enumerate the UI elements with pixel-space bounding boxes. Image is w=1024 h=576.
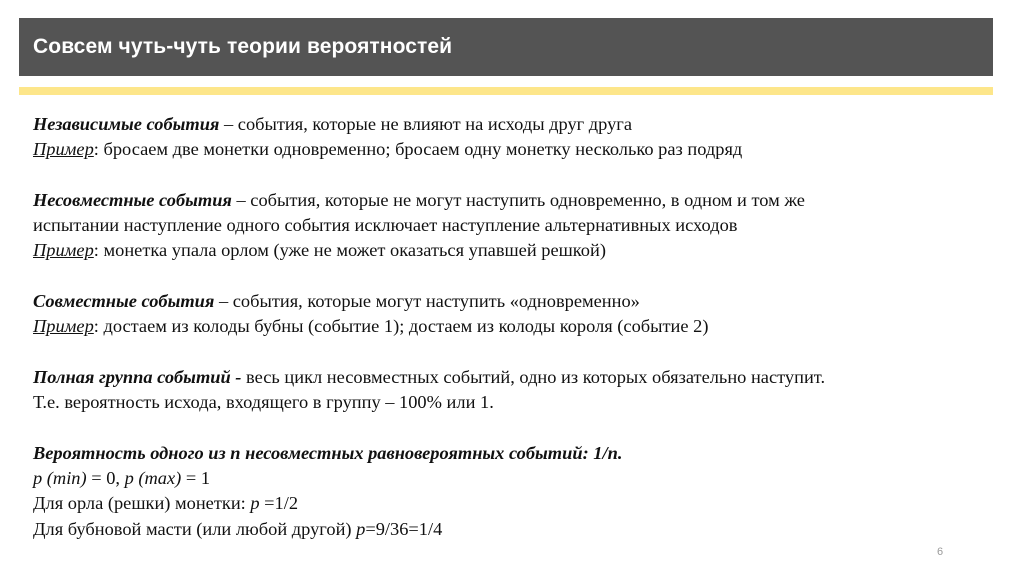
full-group-term: Полная группа событий - [33,366,242,387]
suit-value: =9/36=1/4 [365,518,443,539]
accent-divider [19,87,993,95]
p-max-value: = 1 [181,468,211,489]
suit-prefix: Для бубновой масти (или любой другой) [33,518,357,539]
independent-example-label: Пример [33,139,94,160]
slide-title-bar [19,18,993,76]
suit-p-symbol: p [356,518,366,539]
slide-body [33,112,983,542]
independent-example-text: : бросаем две монетки одновременно; бросаем одну монетку несколько раз подряд [93,139,743,160]
full-group-definition-line-2 [33,390,983,415]
incompatible-definition-line [33,188,983,213]
incompatible-example-line [33,238,983,263]
joint-example-label: Пример [33,316,94,337]
spacer [33,163,983,188]
spacer [33,264,983,289]
p-max-label: p (max) [124,468,182,489]
independent-term: Независимые события [33,114,220,134]
p-min-value: = 0, [86,468,125,489]
incompatible-term: Несовместные события [33,189,232,210]
full-group-definition-line [33,365,983,390]
incompatible-example-text: : монетка упала орлом (уже не может оказаться упавшей решкой) [93,240,606,261]
independent-definition-line [33,112,983,137]
joint-example-text: : достаем из колоды бубны (событие 1); достаем из колоды короля (событие 2) [93,316,709,337]
coin-probability-line [33,491,983,516]
joint-term: Совместные события [33,291,215,312]
incompatible-definition-line-2 [33,213,983,238]
spacer [33,340,983,365]
probability-range-line [33,466,983,491]
probability-heading-line [33,441,983,466]
joint-example-line [33,314,983,339]
independent-example-line [33,137,983,162]
joint-definition: – события, которые могут наступить «одновременно» [214,291,640,312]
coin-prefix: Для орла (решки) монетки: [33,493,251,514]
page-number: 6 [937,546,944,558]
coin-p-symbol: p [250,493,260,514]
probability-heading: Вероятность одного из n несовместных равновероятных событий: 1/n. [33,442,623,463]
spacer [33,416,983,441]
joint-definition-line [33,289,983,314]
incompatible-example-label: Пример [33,240,94,261]
p-min-label: p (min) [33,468,87,489]
full-group-definition-1: весь цикл несовместных событий, одно из которых обязательно наступит. [241,366,826,387]
independent-definition: – события, которые не влияют на исходы друг друга [219,114,632,134]
incompatible-definition-2: испытании наступление одного события исключает наступление альтернативных исходов [33,215,738,236]
suit-probability-line [33,517,983,542]
slide-title: Совсем чуть-чуть теории вероятностей [33,35,453,58]
coin-value: =1/2 [259,493,299,514]
full-group-definition-2: Т.е. вероятность исхода, входящего в группу – 100% или 1. [33,392,494,413]
incompatible-definition-1: – события, которые не могут наступить одновременно, в одном и том же [231,189,805,210]
